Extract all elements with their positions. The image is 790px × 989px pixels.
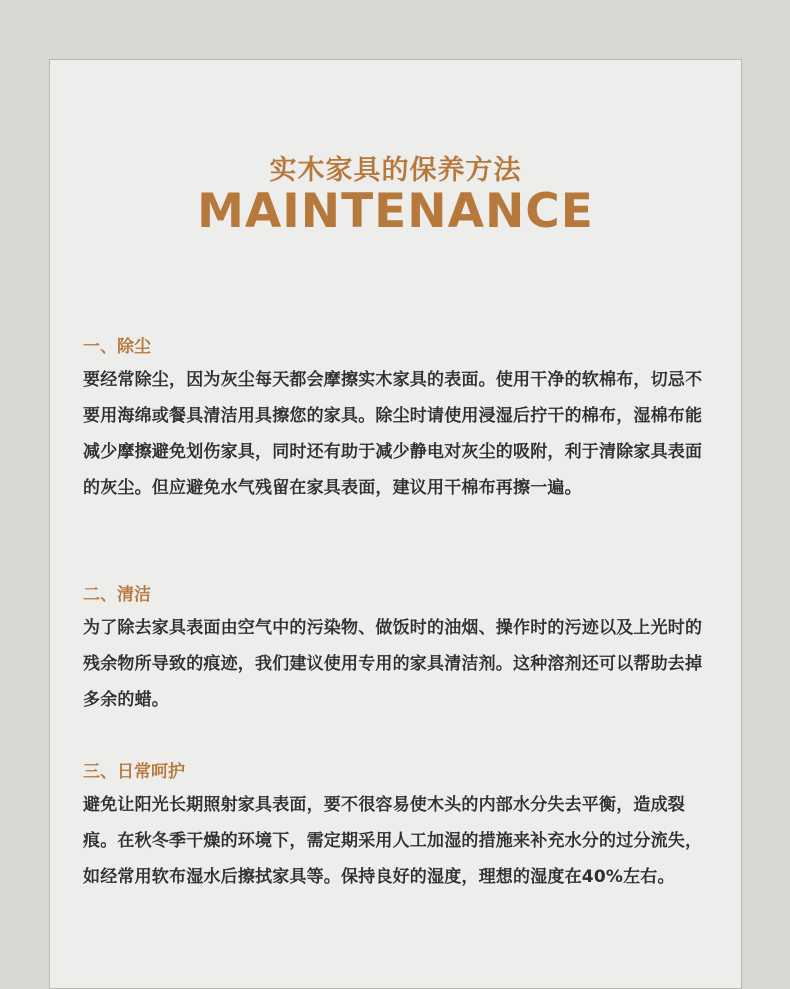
section-title: 三、日常呵护 bbox=[83, 762, 185, 782]
section-body: 避免让阳光长期照射家具表面，要不很容易使木头的内部水分失去平衡，造成裂痕。在秋冬季干燥的环境下，需定期采用人工加湿的措施来补充水分的过分流失，如经常用软布湿水后擦拭家具等。保持良好的湿度，理想的湿度在40%左右。 bbox=[83, 795, 703, 887]
section-body: 要经常除尘，因为灰尘每天都会摩擦实木家具的表面。使用干净的软棉布，切忌不要用海绵或餐具清洁用具擦您的家具。除尘时请使用浸湿后拧干的棉布，湿棉布能减少摩擦避免划伤家具，同时还有助于减少静电对灰尘的吸附，利于清除家具表面的灰尘。但应避免水气残留在家具表面，建议用干棉布再擦一遍。 bbox=[83, 370, 703, 498]
page-title-chinese: 实木家具的保养方法 bbox=[269, 155, 522, 186]
section-daily-care bbox=[83, 761, 713, 895]
section-dusting bbox=[83, 336, 713, 506]
content-card bbox=[49, 59, 742, 989]
section-title: 一、除尘 bbox=[83, 337, 151, 357]
section-body: 为了除去家具表面由空气中的污染物、做饭时的油烟、操作时的污迹以及上光时的残余物所导致的痕迹，我们建议使用专用的家具清洁剂。这种溶剂还可以帮助去掉多余的蜡。 bbox=[83, 618, 703, 710]
section-title: 二、清洁 bbox=[83, 585, 151, 605]
section-cleaning bbox=[83, 584, 713, 718]
page-title-english: MAINTENANCE bbox=[197, 184, 594, 239]
